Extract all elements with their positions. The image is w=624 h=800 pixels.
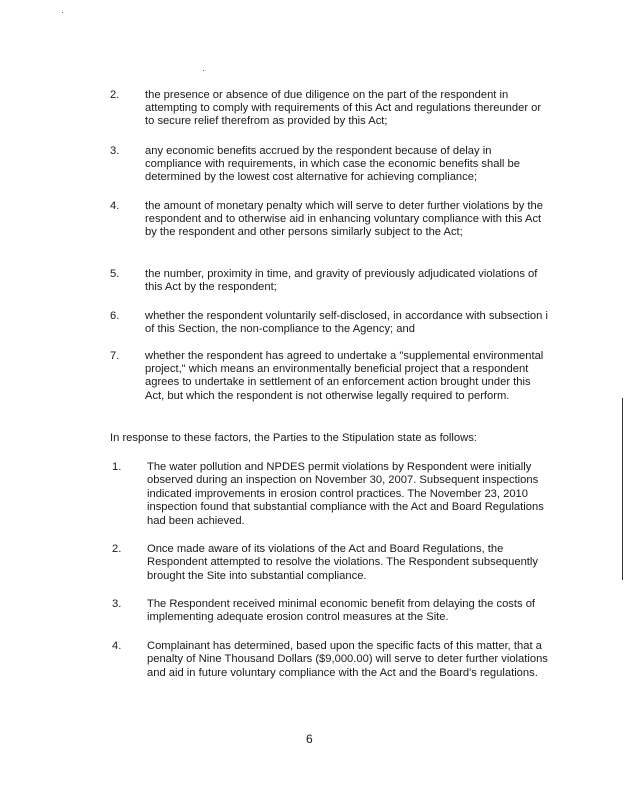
- response-number: 4.: [112, 640, 122, 652]
- factor-number: 5.: [110, 268, 120, 280]
- response-text: Once made aware of its violations of the Act and Board Regulations, the Respondent attempted to resolve the violations. The Respondent subsequently brought the Site into substantial compliance.: [147, 543, 538, 582]
- response-number: 1.: [112, 461, 122, 473]
- response-number: 3.: [112, 598, 122, 610]
- factor-text: whether the respondent has agreed to undertake a "supplemental environmental project," which means an environmentally beneficial project that a respondent agrees to undertake in settlement of an enforcement action brought under this Act, but which the respondent is not otherwise legally required to perform.: [145, 350, 544, 402]
- factor-number: 4.: [110, 200, 120, 212]
- response-number: 2.: [112, 543, 122, 555]
- scan-edge-line: [622, 398, 623, 580]
- scan-speck: [62, 12, 63, 13]
- page-number: 6: [306, 732, 313, 746]
- scan-speck: [203, 70, 204, 71]
- stipulation-intro: In response to these factors, the Parties to the Stipulation state as follows:: [110, 432, 477, 444]
- factor-number: 3.: [110, 145, 120, 157]
- factor-text: the amount of monetary penalty which will serve to deter further violations by the respondent and to otherwise aid in enhancing voluntary compliance with this Act by the respondent and other persons similarly subject to the Act;: [145, 200, 543, 239]
- factor-text: the presence or absence of due diligence on the part of the respondent in attempting to comply with requirements of this Act and regulations thereunder or to secure relief therefrom as provided by this Act;: [145, 89, 542, 128]
- response-text: The water pollution and NPDES permit violations by Respondent were initially observed during an inspection on November 30, 2007. Subsequent inspections indicated improvements in erosion control practices. The November 23, 2010 inspection found that substantial compliance with the Act and Board Regulations had been achieved.: [147, 461, 544, 527]
- factor-text: the number, proximity in time, and gravity of previously adjudicated violations of this Act by the respondent;: [145, 268, 538, 294]
- factor-text: any economic benefits accrued by the respondent because of delay in compliance with requirements, in which case the economic benefits shall be determined by the lowest cost alternative for achieving compliance;: [145, 145, 520, 184]
- factor-number: 7.: [110, 350, 120, 362]
- factor-number: 2.: [110, 89, 120, 101]
- response-text: Complainant has determined, based upon the specific facts of this matter, that a penalty of Nine Thousand Dollars ($9,000.00) will serve to deter further violations and aid in future voluntary compliance with the Act and the Board's regulations.: [147, 640, 548, 679]
- response-text: The Respondent received minimal economic benefit from delaying the costs of implementing adequate erosion control measures at the Site.: [147, 598, 536, 624]
- factor-text: whether the respondent voluntarily self-disclosed, in accordance with subsection i of this Section, the non-compliance to the Agency; and: [145, 310, 548, 336]
- factor-number: 6.: [110, 310, 120, 322]
